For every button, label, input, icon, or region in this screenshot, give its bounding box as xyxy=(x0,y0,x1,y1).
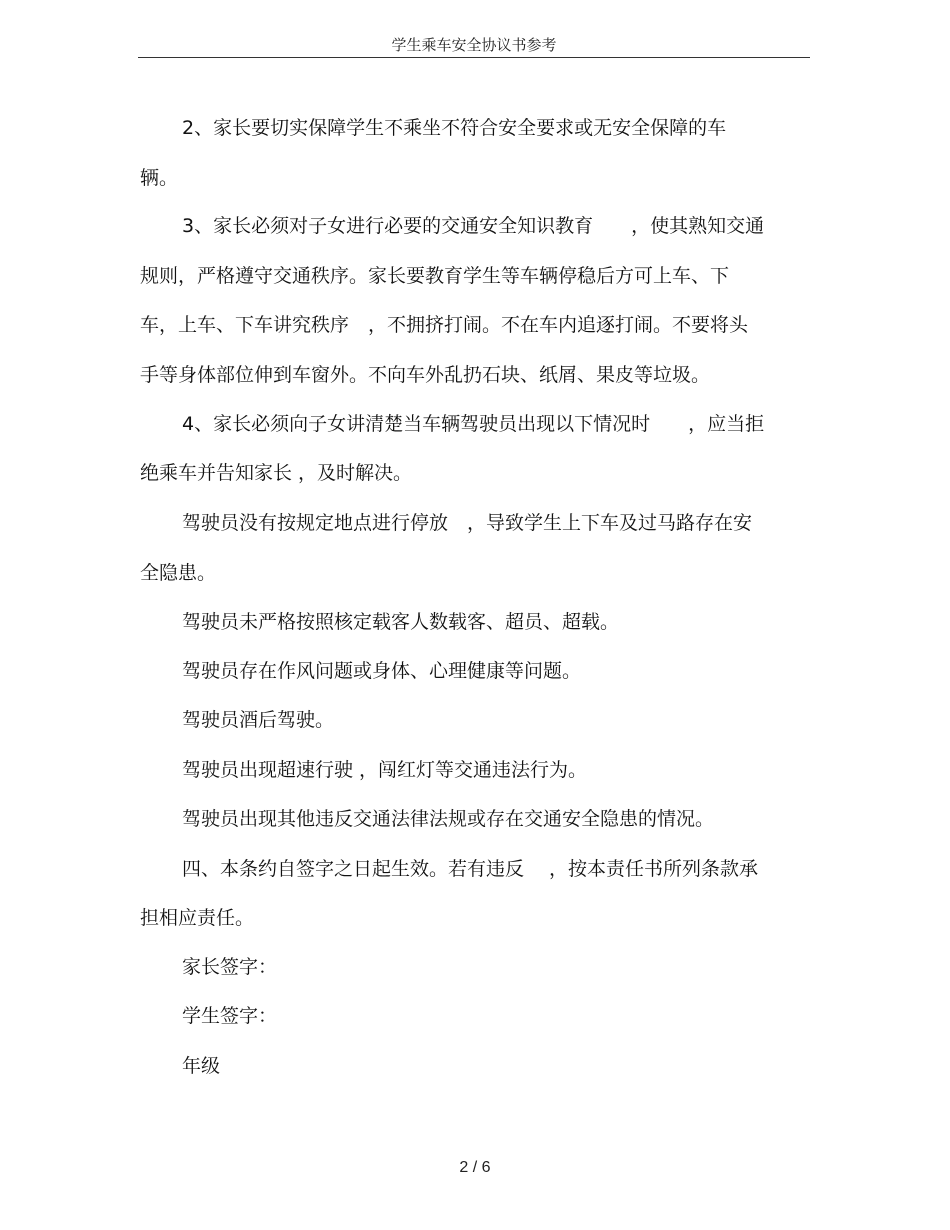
paragraph-line-16: 四、本条约自签字之日起生效。若有违反 ，按本责任书所列条款承 xyxy=(182,858,759,880)
paragraph-line-14: 驾驶员出现超速行驶 ，闯红灯等交通违法行为。 xyxy=(182,759,588,781)
paragraph-line-3: 3、家长必须对子女进行必要的交通安全知识教育 ，使其熟知交通 xyxy=(182,215,765,237)
paragraph-line-13: 驾驶员酒后驾驶。 xyxy=(182,709,335,731)
paragraph-line-12: 驾驶员存在作风问题或身体、心理健康等问题。 xyxy=(182,660,582,682)
paragraph-line-6: 手等身体部位伸到车窗外。不向车外乱扔石块、纸屑、果皮等垃圾。 xyxy=(140,364,711,386)
page-indicator: 2 / 6 xyxy=(459,1159,491,1176)
paragraph-line-11: 驾驶员未严格按照核定载客人数载客、超员、超载。 xyxy=(182,611,620,633)
student-signature-label: 学生签字： xyxy=(182,1005,278,1027)
page-header-title: 学生乘车安全协议书参考 xyxy=(391,36,557,54)
paragraph-line-7: 4、家长必须向子女讲清楚当车辆驾驶员出现以下情况时 ，应当拒 xyxy=(182,413,765,435)
paragraph-line-4: 规则，严格遵守交通秩序。家长要教育学生等车辆停稳后方可上车、下 xyxy=(140,265,730,287)
paragraph-line-15: 驾驶员出现其他违反交通法律法规或存在交通安全隐患的情况。 xyxy=(182,808,715,830)
paragraph-line-5: 车，上车、下车讲究秩序 ，不拥挤打闹。不在车内追逐打闹。不要将头 xyxy=(140,314,749,336)
paragraph-line-10: 全隐患。 xyxy=(140,562,217,584)
paragraph-line-1: 2、家长要切实保障学生不乘坐不符合安全要求或无安全保障的车 xyxy=(182,117,727,139)
paragraph-line-17: 担相应责任。 xyxy=(140,907,255,929)
paragraph-line-9: 驾驶员没有按规定地点进行停放 ，导致学生上下车及过马路存在安 xyxy=(182,512,753,534)
paragraph-line-2: 辆。 xyxy=(140,167,179,189)
paragraph-line-8: 绝乘车并告知家长 ，及时解决。 xyxy=(140,462,413,484)
header-rule xyxy=(138,57,810,58)
parent-signature-label: 家长签字： xyxy=(182,956,278,978)
grade-label: 年级 xyxy=(182,1055,221,1077)
